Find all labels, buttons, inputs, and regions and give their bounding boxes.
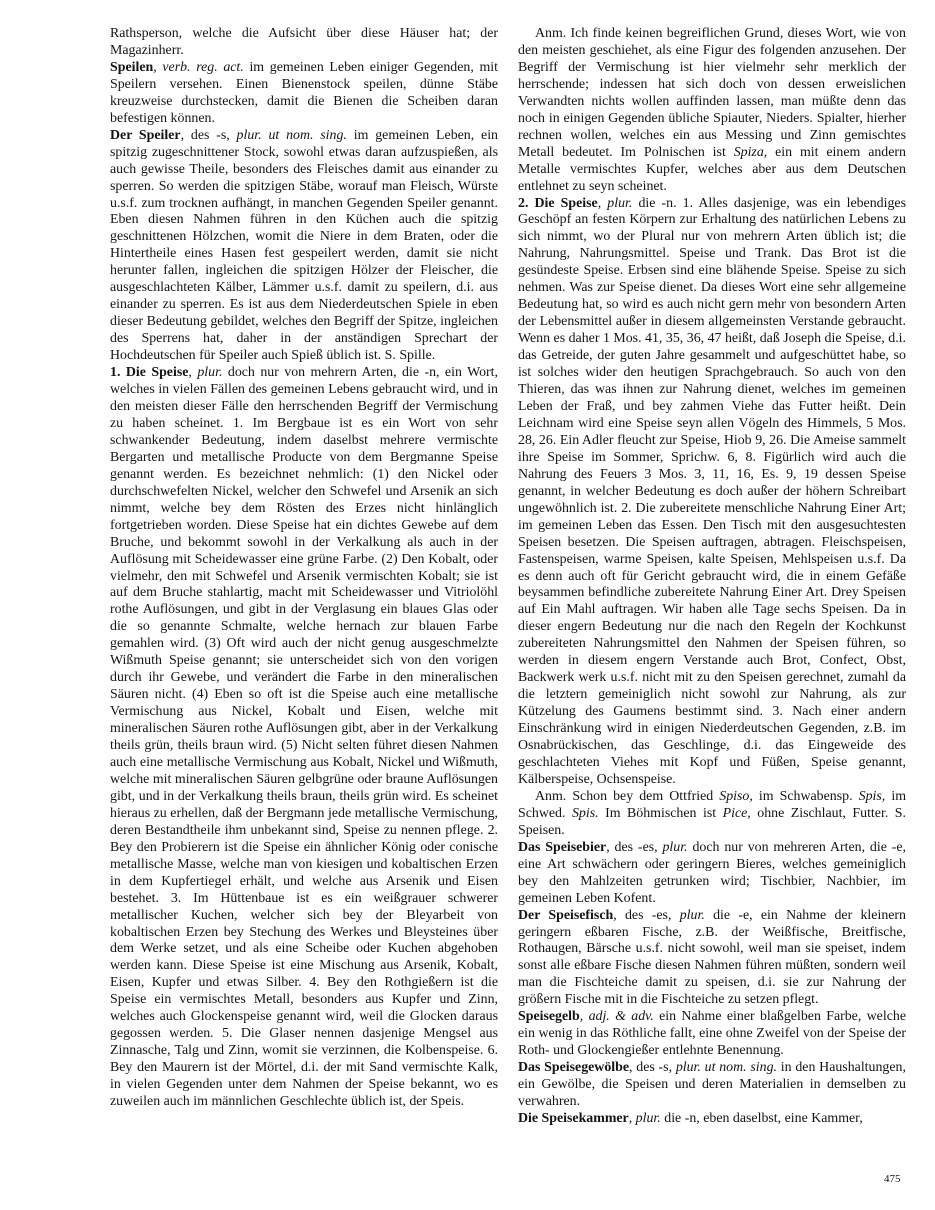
entry-speise-2: 2. Die Speise, plur. die -n. 1. Alles dasjenige, was ein lebendiges Geschöpf an festen Körpern zur Erhaltung des natürlichen Lebens zu sich nimmt, wo der Plural nur von mehrern Arten üblich ist; die Nahrung, Nahrungsmittel. Speise und Trank. Das Brot ist die gesündeste Speise. Erbsen sind eine blähende Speise. Speise zu sich nehmen. Was zur Speise dienet. Da dieses Wort eine sehr allgemeine Bedeutung hat, so wird es auch nicht gern mehr von besondern Arten der Lebensmittel außer in diesem allgemeinsten Verstande gebraucht. Wenn es daher 1 Mos. 41, 35, 36, 47 heißt, daß Joseph die Speise, d.i. das Getreide, der guten Jahre gesammelt und aufgeschüttet habe, so ist solches wider den heutigen Sprachgebrauch. So auch von den Thieren, das was ihnen zur Nahrung dienet, welches im gemeinen Leben der Fraß, und bey zahmen Viehe das Futter heißt. Dein Leichnam wird eine Speise seyn allen Vögeln des Himmels, 5 Mos. 28, 26. Ein Adler fleucht zur Speise, Hiob 9, 26. Die Ameise sammelt ihre Speise im Sommer, Sprichw. 6, 8. Figürlich wird auch die Nahrung des Feuers 3 Mos. 3, 11, 16, Es. 9, 19 dessen Speise genannt, in welcher Bedeutung es doch außer der höhern Schreibart ungewöhnlich ist. 2. Die zubereitete menschliche Nahrung Einer Art; im gemeinen Leben das Essen. Den Tisch mit den ausgesuchtesten Speisen besetzen. Die Speisen auftragen, abtragen. Fleischspeisen, Fastenspeisen, warme Speisen, kalte Speisen, Mehlspeisen u.s.f. Da es denn auch oft für Gericht gebraucht wird, die in einem Gefäße beysammen befindliche zubereitete Nahrung Einer Art. Drey Speisen auf Ein Mahl auftragen. Wir haben alle Tage sechs Speisen. Da in dieser engern Bedeutung nur die nach den Regeln der Kochkunst zubereiteten Nahrungsmittel den Nahmen der Speisen führen, so werden in diesem engern Verstande auch Brot, Confect, Obst, Backwerk werk u.s.f. nicht mit zu den Speisen gerechnet, zumahl da die letztern gemeiniglich nicht sowohl zur Nahrung, als zur Kützelung des Gaumens bestimmt sind. 3. Nach einer andern Einschränkung wird in einigen Niederdeutschen Gegenden, z.B. im Osnabrückischen, das Geschlinge, d.i. das Eingeweide des geschlachteten Viehes mit Kopf und Füßen, Speise genannt, Kälberspeise, Ochsenspeise. bbox=[518, 195, 906, 787]
entry-speisefisch: Der Speisefisch, des -es, plur. die -e, ein Nahme der kleinern geringern eßbaren Fische, z.B. der Weißfische, Breitfische, Rothaugen, Bärsche u.s.f. nicht sowohl, weil man sie speiset, indem sonst alle eßbare Fische diesen Nahmen führen müßten, sondern weil man die Fischteiche damit zu speisen, d.i. sie zur Nahrung der größern Fische mit in die Fischteiche zu setzen pflegt. bbox=[518, 907, 906, 1008]
right-column bbox=[518, 26, 906, 1128]
entry-speisekammer: Die Speisekammer, plur. die -n, eben daselbst, eine Kammer, bbox=[518, 1111, 863, 1126]
entry-speise-1: 1. Die Speise, plur. doch nur von mehrern Arten, die -n, ein Wort, welches in vielen Fällen des gemeinen Lebens gebraucht wird, und in den meisten dieser Fälle den herrschenden Begriff der Vermischung zu haben scheinet. 1. Im Bergbaue ist es ein Wort von sehr schwankender Bedeutung, indem daselbst mehrere vermischte Bergarten und metallische Producte von dem Bergmanne Speise genannt werden. Es bezeichnet nehmlich: (1) den Nickel oder durchschwefelten Nickel, welcher den Schwefel und Arsenik an sich nimmt, welche bey dem Rösten des Erzes nicht hinlänglich fortgetrieben worden. Diese Speise hat ein dichtes Gewebe auf dem Bruche, und bekommt sowohl in der Verkalkung als auch in der Auflösung mit Scheidewasser eine grüne Farbe. (2) Den Kobalt, oder vielmehr, den mit Schwefel und Arsenik vermischten Kobalt; sie ist auf dem Bruche stahlartig, macht mit Scheidewasser und Vitriolöhl rothe Auflösungen, und gibt in der Verglasung ein blaues Glas oder die so genannte Schmalte, welche hernach zur blauen Farbe gemahlen wird. (3) Oft wird auch der nicht genug ausgeschmelzte Wißmuth Speise genannt; sie unterscheidet sich von den vorigen durch ihr Gewebe, und verändert die Farbe in den mineralischen Säuren nicht. (4) Eben so oft ist die Speise auch eine metallische Vermischung aus Nickel, Kobalt und Eisen, welche mit mineralischen Säuren rothe Auflösungen gibt, aber in der Verkalkung theils grün, theils braun wird. (5) Nicht selten führet diesen Nahmen auch eine metallische Vermischung aus Kobalt, Nickel und Wißmuth, welche mit mineralischen Säuren gelbgrüne oder braune Auflösungen gibt, und in der Verkalkung theils braun, theils grün wird. Es scheinet hieraus zu erhellen, daß der Bergmann jede metallische Vermischung, deren Bestandtheile ihm unbekannt sind, Speise zu nennen pflege. 2. Bey den Probierern ist die Speise ein ähnlicher König oder conische metallische Masse, welche man von kiesigen und kobaltischen Erzen in dem Kupfertiegel erhält, und welche aus Arsenik und Eisen bestehet. 3. Im Hüttenbaue ist es ein weißgrauer schwerer metallischer Kuchen, welcher sich bey der Bleyarbeit von kobaltischen Erzen bey Stechung des Werkes und Bleysteines über dem Werke setzet, und als eine Scheibe oder Kuchen abgehoben werden kann. Diese Speise ist eine Mischung aus Arsenik, Kobalt, Eisen, Kupfer und etwas Silber. 4. Bey den Rothgießern ist die Speise ein vermischtes Metall, besonders aus Kupfer und Zinn, welches auch Glockenspeise genannt wird, weil die Glocken daraus gegossen werden. 5. Die Glaser nennen dasjenige Mengsel aus Zinnasche, Talg und Zinn, womit sie verzinnen, die Kolbenspeise. 6. Bey den Maurern ist der Mörtel, d.i. der mit Sand vermischte Kalk, in vielen Gegenden unter dem Nahmen der Speise bekannt, wo es zuweilen auch im männlichen Geschlechte üblich ist, der Speis. bbox=[110, 365, 498, 1110]
grammar-note: plur. bbox=[679, 907, 705, 923]
grammar-note: plur. ut nom. sing. bbox=[236, 127, 347, 143]
page-number: 475 bbox=[884, 1173, 901, 1185]
grammar-note: plur. ut nom. sing. bbox=[675, 1060, 778, 1076]
grammar-note: plur. bbox=[607, 195, 633, 211]
definition: doch nur von mehrern Arten, die -n, ein Wort, welches in vielen Fällen des gemeinen Lebens gebraucht wird, und in den meisten dieser Fälle den herrschenden Begriff der Vermischung zu haben scheinet. 1. Im Bergbaue ist es ein Wort von sehr schwankender Bedeutung, indem daselbst mehrere vermischte Bergarten und metallische Producte von dem Bergmanne Speise genannt werden. Es bezeichnet nehmlich: (1) den Nickel oder durchschwefelten Nickel, welcher den Schwefel und Arsenik an sich nimmt, welche bey dem Rösten des Erzes nicht hinlänglich fortgetrieben worden. Diese Speise hat ein dichtes Gewebe auf dem Bruche, und bekommt sowohl in der Verkalkung als auch in der Auflösung mit Scheidewasser eine grüne Farbe. (2) Den Kobalt, oder vielmehr, den mit Schwefel und Arsenik vermischten Kobalt; sie ist auf dem Bruche stahlartig, macht mit Scheidewasser und Vitriolöhl rothe Auflösungen, und gibt in der Verglasung ein blaues Glas oder die so genannte Schmalte, welche hernach zur blauen Farbe gemahlen wird. (3) Oft wird auch der nicht genug ausgeschmelzte Wißmuth Speise genannt; sie unterscheidet sich von den vorigen durch ihr Gewebe, und verändert die Farbe in den mineralischen Säuren nicht. (4) Eben so oft ist die Speise auch eine metallische Vermischung aus Nickel, Kobalt und Eisen, welche mit mineralischen Säuren rothe Auflösungen gibt, aber in der Verkalkung theils grün, theils braun wird. (5) Nicht selten führet diesen Nahmen auch eine metallische Vermischung aus Kobalt, Nickel und Wißmuth, welche mit mineralischen Säuren gelbgrüne oder braune Auflösungen gibt, und in der Verkalkung theils braun, theils grün wird. Es scheinet hieraus zu erhellen, daß der Bergmann jede metallische Vermischung, deren Bestandtheile ihm unbekannt sind, Speise zu nennen pflege. 2. Bey den Probierern ist die Speise ein ähnlicher König oder conische metallische Masse, welche man von kiesigen und kobaltischen Erzen in dem Kupfertiegel erhält, und welche aus Arsenik und Eisen bestehet. 3. Im Hüttenbaue ist es ein weißgrauer schwerer metallischer Kuchen, welcher sich bey der Bleyarbeit von kobaltischen Erzen bey Stechung des Werkes und Bleysteines über dem Werke setzet, und als eine Scheibe oder Kuchen abgehoben werden kann. Diese Speise ist eine Mischung aus Arsenik, Kobalt, Eisen, Kupfer und etwas Silber. 4. Bey den Rothgießern ist die Speise ein vermischtes Metall, besonders aus Kupfer und Zinn, welches auch Glockenspeise genannt wird, weil die Glocken daraus gegossen werden. 5. Die Glaser nennen dasjenige Mengsel aus Zinnasche, Talg und Zinn, womit sie verzinnen, die Kolbenspeise. 6. Bey den Maurern ist der Mörtel, d.i. der mit Sand vermischte Kalk, in vielen Gegenden unter dem Nahmen der Speise bekannt, wo es zuweilen auch im männlichen Geschlechte üblich ist, der Speis. bbox=[110, 365, 498, 1110]
grammar-note: plur. bbox=[197, 365, 223, 381]
headword: Der Speiler bbox=[110, 127, 181, 143]
entry-continuation: Rathsperson, welche die Aufsicht über diese Häuser hat; der Magazinherr. bbox=[110, 26, 498, 58]
grammar-note: plur. bbox=[635, 1111, 661, 1126]
headword: Der Speisefisch bbox=[518, 907, 614, 923]
definition: doch nur von mehreren Arten, die -e, eine Art schwächern oder geringern Bieres, welches gemeiniglich bey den Mahlzeiten getrunken wird; Tischbier, Nachbier, im gemeinen Leben Kofent. bbox=[518, 839, 907, 906]
entry-speilen: Speilen, verb. reg. act. im gemeinen Leben einiger Gegenden, mit Speilern versehen. Einen Bienenstock speilen, dünne Stäbe kreuzweise durchstecken, damit die Bienen die Scheiben daran befestigen können. bbox=[110, 59, 498, 126]
entry-speisegewoelbe: Das Speisegewölbe, des -s, plur. ut nom. sing. in den Haushaltungen, ein Gewölbe, die Speisen und deren Materialien in demselben zu verwahren. bbox=[518, 1060, 906, 1110]
definition: in den Haushaltungen, ein Gewölbe, die Speisen und deren Materialien in demselben zu verwahren. bbox=[518, 1060, 906, 1110]
entry-speisebier: Das Speisebier, des -es, plur. doch nur von mehreren Arten, die -e, eine Art schwächern oder geringern Bieres, welches gemeiniglich bey den Mahlzeiten getrunken wird; Tischbier, Nachbier, im gemeinen Leben Kofent. bbox=[518, 839, 907, 906]
annotation-speise-2: Anm. Schon bey dem Ottfried Spiso, im Schwabensp. Spis, im Schwed. Spis. Im Böhmischen ist Pice, ohne Zischlaut, Futter. S. Speisen. bbox=[518, 788, 906, 838]
definition: die -n, eben daselbst, eine Kammer, bbox=[664, 1111, 863, 1126]
headword: 2. Die Speise bbox=[518, 195, 598, 211]
definition: die -n. 1. Alles dasjenige, was ein lebendiges Geschöpf an festen Körpern zur Erhaltung des natürlichen Lebens zu sich nimmt, wo der Plural nur von mehrern Arten üblich ist; die Nahrung, Nahrungsmittel. Speise und Trank. Das Brot ist die gesündeste Speise. Erbsen sind eine blähende Speise. Speise zu sich nehmen. Was zur Speise dienet. Da dieses Wort eine sehr allgemeine Bedeutung hat, so wird es auch nicht gern mehr von besondern Arten der Lebensmittel außer in diesem allgemeinsten Verstande gebraucht. Wenn es daher 1 Mos. 41, 35, 36, 47 heißt, daß Joseph die Speise, d.i. das Getreide, der guten Jahre gesammelt und aufgeschüttet habe, so ist solches wider den heutigen Sprachgebrauch. So auch von den Thieren, das was ihnen zur Nahrung dienet, welches im gemeinen Leben der Fraß, und bey zahmen Viehe das Futter heißt. Dein Leichnam wird eine Speise seyn allen Vögeln des Himmels, 5 Mos. 28, 26. Ein Adler fleucht zur Speise, Hiob 9, 26. Die Ameise sammelt ihre Speise im Sommer, Sprichw. 6, 8. Figürlich wird auch die Nahrung des Feuers 3 Mos. 3, 11, 16, Es. 9, 19 dessen Speise genannt, in welcher Bedeutung es doch außer der höhern Schreibart ungewöhnlich ist. 2. Die zubereitete menschliche Nahrung Einer Art; im gemeinen Leben das Essen. Den Tisch mit den ausgesuchtesten Speisen besetzen. Die Speisen auftragen, abtragen. Fleischspeisen, Fastenspeisen, warme Speisen, kalte Speisen, Mehlspeisen u.s.f. Da es denn auch oft für Gericht gebraucht wird, die in einem Gefäße beysammen befindliche zubereitete Nahrung Einer Art. Drey Speisen auf Ein Mahl auftragen. Wir haben alle Tage sechs Speisen. Da in dieser engern Bedeutung nur die nach den Regeln der Kochkunst zubereiteten Nahrungsmittel den Nahmen der Speisen führen, so werden in diesem engern Verstande auch Brot, Confect, Obst, Backwerk werk u.s.f. nicht mit zu den Speisen gerechnet, zumahl da die letztern gemeiniglich nicht sowohl zur Nahrung, als zur Kützelung des Gaumens bestimmt sind. 3. Nach einer andern Einschränkung wird in einigen Niederdeutschen Gegenden, z.B. im Osnabrückischen, das Geschlinge, d.i. das Eingeweide des geschlachteten Viehes mit Kopf und Füßen, Speise genannt, Kälberspeise, Ochsenspeise. bbox=[518, 195, 906, 787]
annotation-speise-1: Anm. Ich finde keinen begreiflichen Grund, dieses Wort, wie von den meisten geschiehet, als eine Figur des folgenden anzusehen. Der Begriff der Vermischung ist hier vielmehr sehr merklich der herrschende; indessen hat sich doch von dessen erweislichen Verwandten nichts wollen auffinden lassen, man müßte denn das noch in einigen Gegenden übliche Spiauter, Nieders. Spialter, hierher rechnen wollen, welches ein aus Messing und Zinn gemischtes Metall bedeutet. Im Polnischen ist Spiza, ein mit einem andern Metalle vermischtes Kupfer, welches aber aus dem Deutschen entlehnet zu seyn scheinet. bbox=[518, 26, 906, 194]
headword: 1. Die Speise bbox=[110, 365, 189, 381]
grammar-note: verb. reg. act. bbox=[162, 59, 244, 75]
definition: die -e, ein Nahme der kleinern geringern eßbaren Fische, z.B. der Weißfische, Breitfische, Rothaugen, Bärsche u.s.f. nicht sowohl, weil man sie speiset, indem sonst alle eßbare Fische diesen Nahmen führen müßten, sondern weil man die Fischteiche damit zu speisen, d.i. sie zur Nahrung der größern Fische mit in die Fischteiche zu setzen pflegt. bbox=[518, 907, 906, 1008]
grammar-note: adj. & adv. bbox=[588, 1009, 654, 1025]
headword: Speisegelb bbox=[518, 1009, 580, 1025]
definition: ein Nahme einer blaßgelben Farbe, welche ein wenig in das Röthliche fallt, eine ohne Zweifel von der Speise der Roth- und Glockengießer entlehnte Benennung. bbox=[518, 1009, 906, 1059]
headword: Das Speisebier bbox=[518, 839, 607, 855]
headword: Speilen bbox=[110, 59, 154, 75]
entry-speisegelb: Speisegelb, adj. & adv. ein Nahme einer blaßgelben Farbe, welche ein wenig in das Röthliche fallt, eine ohne Zweifel von der Speise der Roth- und Glockengießer entlehnte Benennung. bbox=[518, 1009, 906, 1059]
headword: Die Speisekammer bbox=[518, 1111, 629, 1126]
entry-speiler: Der Speiler, des -s, plur. ut nom. sing. im gemeinen Leben, ein spitzig zugeschnittener Stock, sowohl etwas daran aufzuspießen, als auch gewisse Theile, besonders des Fleisches damit aus einander zu sperren. So werden die spitzigen Stäbe, worauf man Fleisch, Würste u.s.f. zum trocknen aufhängt, in manchen Gegenden Speiler genannt. Eben diesen Nahmen führen in den Küchen auch die spitzig geschnittenen Hölzchen, womit die Niere in dem Braten, oder die Hintertheile eines Hasen fest gespeilert werden, damit sie nicht herunter fallen, ingleichen die spitzigen Hölzer der Fleischer, die ausgeschlachteten Kälber, Lämmer u.s.f. damit zu speilern, d.i. aus einander zu sperren. Es ist aus dem Niederdeutschen Spiele in eben dieser Bedeutung gebildet, welches den Begriff der Spitze, ingleichen des Sperrens hat, daher in der anständigen Sprechart der Hochdeutschen für Speiler auch Spieß üblich ist. S. Spille. bbox=[110, 127, 499, 364]
grammar-note: plur. bbox=[662, 839, 688, 855]
left-column bbox=[110, 26, 498, 1111]
definition: im gemeinen Leben, ein spitzig zugeschnittener Stock, sowohl etwas daran aufzuspießen, als auch gewisse Theile, besonders des Fleisches damit aus einander zu sperren. So werden die spitzigen Stäbe, worauf man Fleisch, Würste u.s.f. zum trocknen aufhängt, in manchen Gegenden Speiler genannt. Eben diesen Nahmen führen in den Küchen auch die spitzig geschnittenen Hölzchen, womit die Niere in dem Braten, oder die Hintertheile eines Hasen fest gespeilert werden, damit sie nicht herunter fallen, ingleichen die spitzigen Hölzer der Fleischer, die ausgeschlachteten Kälber, Lämmer u.s.f. damit zu speilern, d.i. aus einander zu sperren. Es ist aus dem Niederdeutschen Spiele in eben dieser Bedeutung gebildet, welches den Begriff der Spitze, ingleichen des Sperrens hat, daher in der anständigen Sprechart der Hochdeutschen für Speiler auch Spieß üblich ist. S. Spille. bbox=[110, 127, 499, 364]
headword: Das Speisegewölbe bbox=[518, 1060, 630, 1076]
definition: im gemeinen Leben einiger Gegenden, mit Speilern versehen. Einen Bienenstock speilen, dünne Stäbe kreuzweise durchstecken, damit die Bienen die Scheiben daran befestigen können. bbox=[110, 59, 498, 126]
